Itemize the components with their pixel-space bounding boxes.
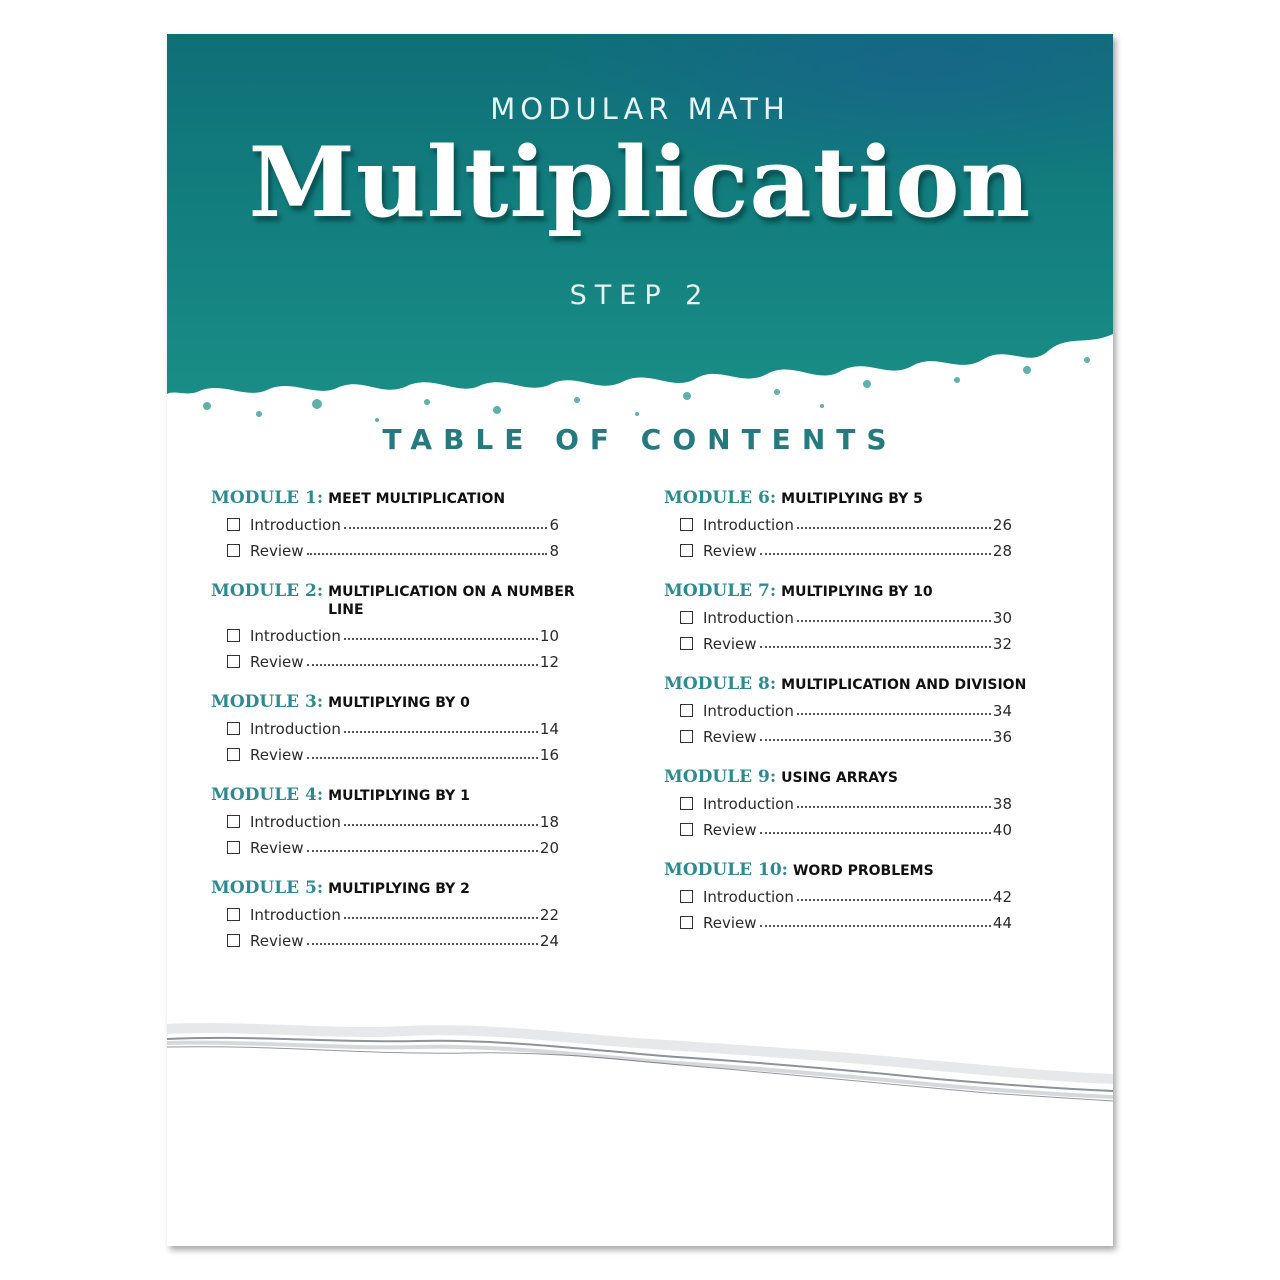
entry-label: Introduction	[703, 516, 794, 534]
module-number: MODULE 6:	[664, 488, 777, 508]
entry-label: Introduction	[703, 888, 794, 906]
module-title: MULTIPLICATION ON A NUMBER LINE	[328, 584, 575, 618]
dot-leader	[307, 664, 538, 666]
page-number: 22	[539, 906, 559, 924]
module-number: MODULE 3:	[211, 692, 324, 712]
dot-leader	[344, 731, 538, 733]
module-title: MEET MULTIPLICATION	[328, 491, 506, 507]
page-number: 28	[992, 542, 1012, 560]
page-number: 12	[539, 653, 559, 671]
page-number: 40	[992, 821, 1012, 839]
toc-entry	[227, 745, 559, 764]
module-heading	[211, 582, 611, 619]
entry-label: Review	[250, 839, 304, 857]
module-heading	[664, 675, 1064, 694]
entry-label: Introduction	[250, 720, 341, 738]
entry-label: Introduction	[703, 702, 794, 720]
module-heading	[211, 786, 611, 805]
toc-entry	[227, 626, 559, 645]
checkbox[interactable]	[227, 748, 240, 761]
toc-entry	[680, 913, 1012, 932]
torn-paper-edge	[167, 999, 1113, 1109]
toc-entry	[227, 541, 559, 560]
dot-leader	[760, 925, 991, 927]
checkbox[interactable]	[680, 730, 693, 743]
toc-column-left	[211, 489, 611, 972]
checkbox[interactable]	[680, 518, 693, 531]
dot-leader	[307, 850, 538, 852]
module-heading	[211, 693, 611, 712]
module-heading	[664, 582, 1064, 601]
worksheet-page	[167, 34, 1113, 1246]
toc-entry	[680, 515, 1012, 534]
module-heading	[664, 489, 1064, 508]
toc-module	[664, 582, 1064, 653]
dot-leader	[307, 757, 538, 759]
page-title: Multiplication	[248, 126, 1032, 239]
checkbox[interactable]	[680, 797, 693, 810]
entry-label: Introduction	[250, 906, 341, 924]
toc-module	[664, 861, 1064, 932]
module-heading	[211, 879, 611, 898]
module-number: MODULE 9:	[664, 767, 777, 787]
toc-module	[211, 489, 611, 560]
entry-label: Review	[703, 821, 757, 839]
page-number: 32	[992, 635, 1012, 653]
entry-label: Review	[703, 914, 757, 932]
dot-leader	[344, 917, 538, 919]
page-number: 16	[539, 746, 559, 764]
page-number: 8	[549, 542, 559, 560]
toc-module	[664, 489, 1064, 560]
checkbox[interactable]	[680, 544, 693, 557]
toc-entry	[227, 931, 559, 950]
checkbox[interactable]	[227, 908, 240, 921]
toc-entry	[680, 794, 1012, 813]
entry-label: Introduction	[703, 609, 794, 627]
toc-entry	[227, 812, 559, 831]
entry-label: Introduction	[250, 813, 341, 831]
entry-label: Review	[250, 653, 304, 671]
dot-leader	[760, 553, 991, 555]
dot-leader	[760, 646, 991, 648]
entry-label: Introduction	[250, 627, 341, 645]
page-number: 20	[539, 839, 559, 857]
module-title: MULTIPLICATION AND DIVISION	[781, 677, 1027, 693]
entry-label: Review	[703, 635, 757, 653]
checkbox[interactable]	[680, 823, 693, 836]
checkbox[interactable]	[680, 637, 693, 650]
dot-leader	[344, 638, 538, 640]
module-title: MULTIPLYING BY 2	[328, 881, 470, 897]
checkbox[interactable]	[227, 841, 240, 854]
page-number: 6	[549, 516, 559, 534]
module-title: USING ARRAYS	[781, 770, 898, 786]
dot-leader	[797, 713, 991, 715]
toc-entry	[227, 719, 559, 738]
checkbox[interactable]	[227, 722, 240, 735]
module-number: MODULE 1:	[211, 488, 324, 508]
checkbox[interactable]	[227, 655, 240, 668]
toc-entry	[227, 905, 559, 924]
module-title: WORD PROBLEMS	[792, 863, 934, 879]
page-number: 42	[992, 888, 1012, 906]
toc-module	[211, 786, 611, 857]
dot-leader	[760, 832, 991, 834]
module-number: MODULE 7:	[664, 581, 777, 601]
page-number: 26	[992, 516, 1012, 534]
toc-entry	[227, 515, 559, 534]
toc-entry	[680, 701, 1012, 720]
checkbox[interactable]	[680, 916, 693, 929]
module-title: MULTIPLYING BY 0	[328, 695, 470, 711]
module-number: MODULE 5:	[211, 878, 324, 898]
module-heading	[664, 768, 1064, 787]
toc-entry	[680, 820, 1012, 839]
entry-label: Review	[250, 932, 304, 950]
toc-module	[211, 693, 611, 764]
toc-entry	[680, 634, 1012, 653]
checkbox[interactable]	[227, 629, 240, 642]
toc-column-right	[664, 489, 1064, 954]
toc-entry	[227, 838, 559, 857]
dot-leader	[344, 527, 548, 529]
page-number: 30	[992, 609, 1012, 627]
toc-module	[211, 879, 611, 950]
dot-leader	[797, 899, 991, 901]
checkbox[interactable]	[227, 934, 240, 947]
dot-leader	[797, 620, 991, 622]
toc-module	[664, 768, 1064, 839]
toc-heading: TABLE OF CONTENTS	[382, 423, 898, 456]
page-number: 24	[539, 932, 559, 950]
page-number: 34	[992, 702, 1012, 720]
toc-entry	[680, 887, 1012, 906]
entry-label: Review	[703, 542, 757, 560]
page-number: 18	[539, 813, 559, 831]
toc-entry	[227, 652, 559, 671]
dot-leader	[760, 739, 991, 741]
toc-module	[211, 582, 611, 671]
module-number: MODULE 2:	[211, 581, 324, 601]
module-heading	[211, 489, 611, 508]
dot-leader	[344, 824, 538, 826]
checkbox[interactable]	[227, 544, 240, 557]
toc-entry	[680, 727, 1012, 746]
entry-label: Introduction	[703, 795, 794, 813]
dot-leader	[797, 527, 991, 529]
step-label: STEP 2	[569, 280, 711, 311]
page-number: 44	[992, 914, 1012, 932]
entry-label: Review	[703, 728, 757, 746]
dot-leader	[307, 943, 538, 945]
module-number: MODULE 4:	[211, 785, 324, 805]
page-number: 14	[539, 720, 559, 738]
page-number: 38	[992, 795, 1012, 813]
dot-leader	[307, 553, 548, 555]
toc-module	[664, 675, 1064, 746]
checkbox[interactable]	[227, 518, 240, 531]
page-number: 36	[992, 728, 1012, 746]
module-title: MULTIPLYING BY 5	[781, 491, 923, 507]
checkbox[interactable]	[680, 890, 693, 903]
entry-label: Review	[250, 542, 304, 560]
checkbox[interactable]	[227, 815, 240, 828]
checkbox[interactable]	[680, 704, 693, 717]
series-label: MODULAR MATH	[490, 92, 790, 126]
dot-leader	[797, 806, 991, 808]
module-number: MODULE 8:	[664, 674, 777, 694]
page-number: 10	[539, 627, 559, 645]
entry-label: Introduction	[250, 516, 341, 534]
module-number: MODULE 10:	[664, 860, 788, 880]
entry-label: Review	[250, 746, 304, 764]
module-heading	[664, 861, 1064, 880]
toc-entry	[680, 608, 1012, 627]
checkbox[interactable]	[680, 611, 693, 624]
toc-entry	[680, 541, 1012, 560]
module-title: MULTIPLYING BY 10	[781, 584, 933, 600]
module-title: MULTIPLYING BY 1	[328, 788, 470, 804]
